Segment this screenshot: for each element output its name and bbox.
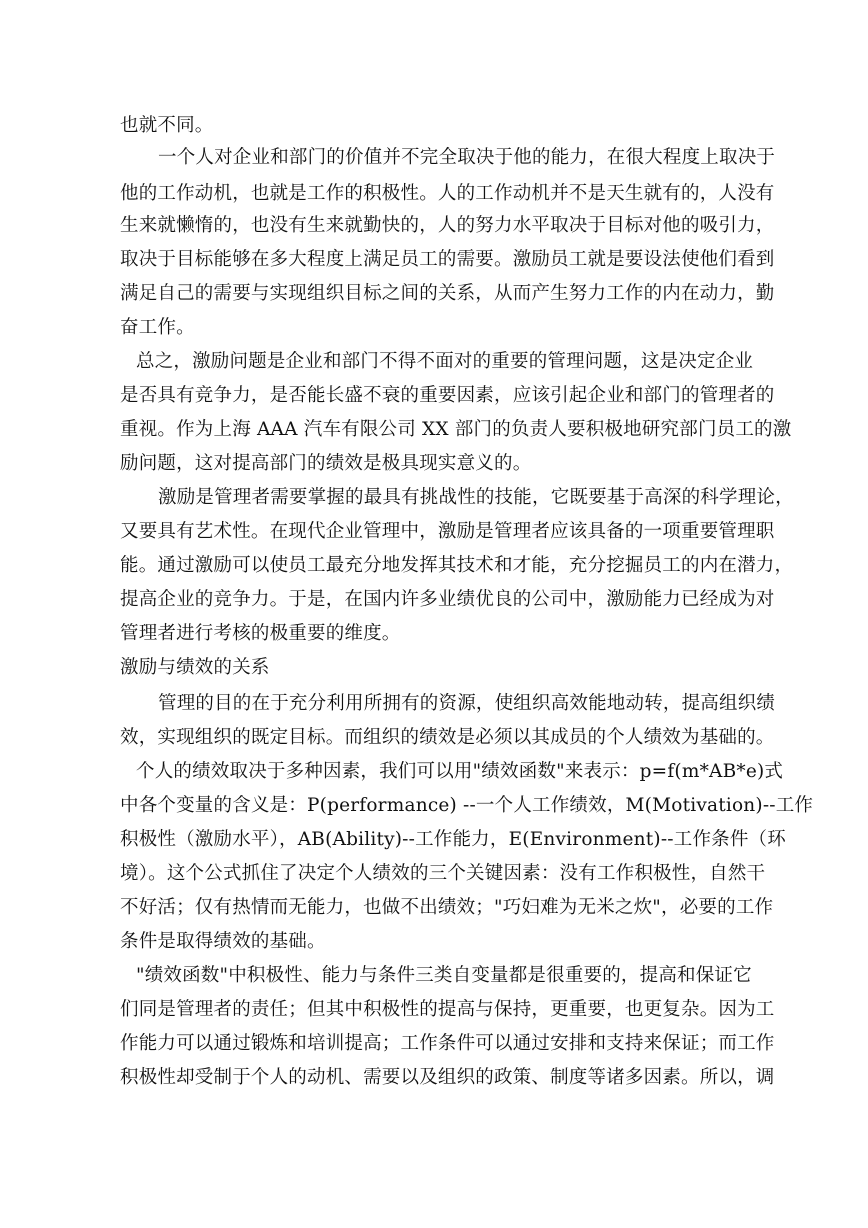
text-line: 重视。作为上海 AAA 汽车有限公司 XX 部门的负责人要积极地研究部门员工的激 (120, 419, 792, 440)
text-line: 取决于目标能够在多大程度上满足员工的需要。激励员工就是要设法使他们看到 (120, 249, 775, 270)
text-line: 能。通过激励可以使员工最充分地发挥其技术和才能，充分挖掘员工的内在潜力， (120, 555, 794, 576)
text-line: 提高企业的竞争力。于是，在国内许多业绩优良的公司中，激励能力已经成为对 (120, 589, 775, 610)
paragraph-line: "绩效函数"中积极性、能力与条件三类自变量都是很重要的，提高和保证它 (136, 965, 752, 986)
text-line: 满足自己的需要与实现组织目标之间的关系，从而产生努力工作的内在动力，勤 (120, 283, 775, 304)
text-line: 条件是取得绩效的基础。 (120, 931, 326, 952)
paragraph-line: 一个人对企业和部门的价值并不完全取决于他的能力，在很大程度上取决于 (158, 147, 776, 168)
text-line: 积极性（激励水平），AB(Ability)--工作能力，E(Environment)--工作条件（环 (120, 829, 786, 850)
text-line: 中各个变量的含义是：P(performance) --一个人工作绩效，M(Motivation)--工作 (120, 795, 814, 816)
text-line: 又要具有艺术性。在现代企业管理中，激励是管理者应该具备的一项重要管理职 (120, 521, 775, 542)
paragraph-line: 个人的绩效取决于多种因素，我们可以用"绩效函数"来表示：p=f(m*AB*e)式 (136, 761, 784, 782)
paragraph-line: 总之，激励问题是企业和部门不得不面对的重要的管理问题，这是决定企业 (136, 351, 754, 372)
text-line: 不好活；仅有热情而无能力，也做不出绩效；"巧妇难为无米之炊"，必要的工作 (120, 897, 774, 918)
text-line: 积极性却受制于个人的动机、需要以及组织的政策、制度等诸多因素。所以，调 (120, 1067, 775, 1088)
text-line: 们同是管理者的责任；但其中积极性的提高与保持，更重要，也更复杂。因为工 (120, 999, 775, 1020)
paragraph-line: 管理的目的在于充分利用所拥有的资源，使组织高效能地动转，提高组织绩 (158, 693, 776, 714)
text-line: 也就不同。 (120, 115, 214, 136)
text-line: 管理者进行考核的极重要的维度。 (120, 623, 401, 644)
paragraph-line: 激励是管理者需要掌握的最具有挑战性的技能，它既要基于高深的科学理论， (158, 487, 794, 508)
section-heading: 激励与绩效的关系 (120, 657, 270, 678)
text-line: 作能力可以通过锻炼和培训提高；工作条件可以通过安排和支持来保证；而工作 (120, 1033, 775, 1054)
text-line: 奋工作。 (120, 317, 195, 338)
text-line: 生来就懒惰的，也没有生来就勤快的，人的努力水平取决于目标对他的吸引力， (120, 215, 775, 236)
text-line: 境）。这个公式抓住了决定个人绩效的三个关键因素：没有工作积极性，自然干 (120, 863, 766, 884)
text-line: 他的工作动机，也就是工作的积极性。人的工作动机并不是天生就有的，人没有 (120, 183, 775, 204)
text-line: 是否具有竞争力，是否能长盛不衰的重要因素，应该引起企业和部门的管理者的 (120, 385, 775, 406)
text-line: 效，实现组织的既定目标。而组织的绩效是必须以其成员的个人绩效为基础的。 (120, 727, 775, 748)
text-line: 励问题，这对提高部门的绩效是极具现实意义的。 (120, 453, 532, 474)
